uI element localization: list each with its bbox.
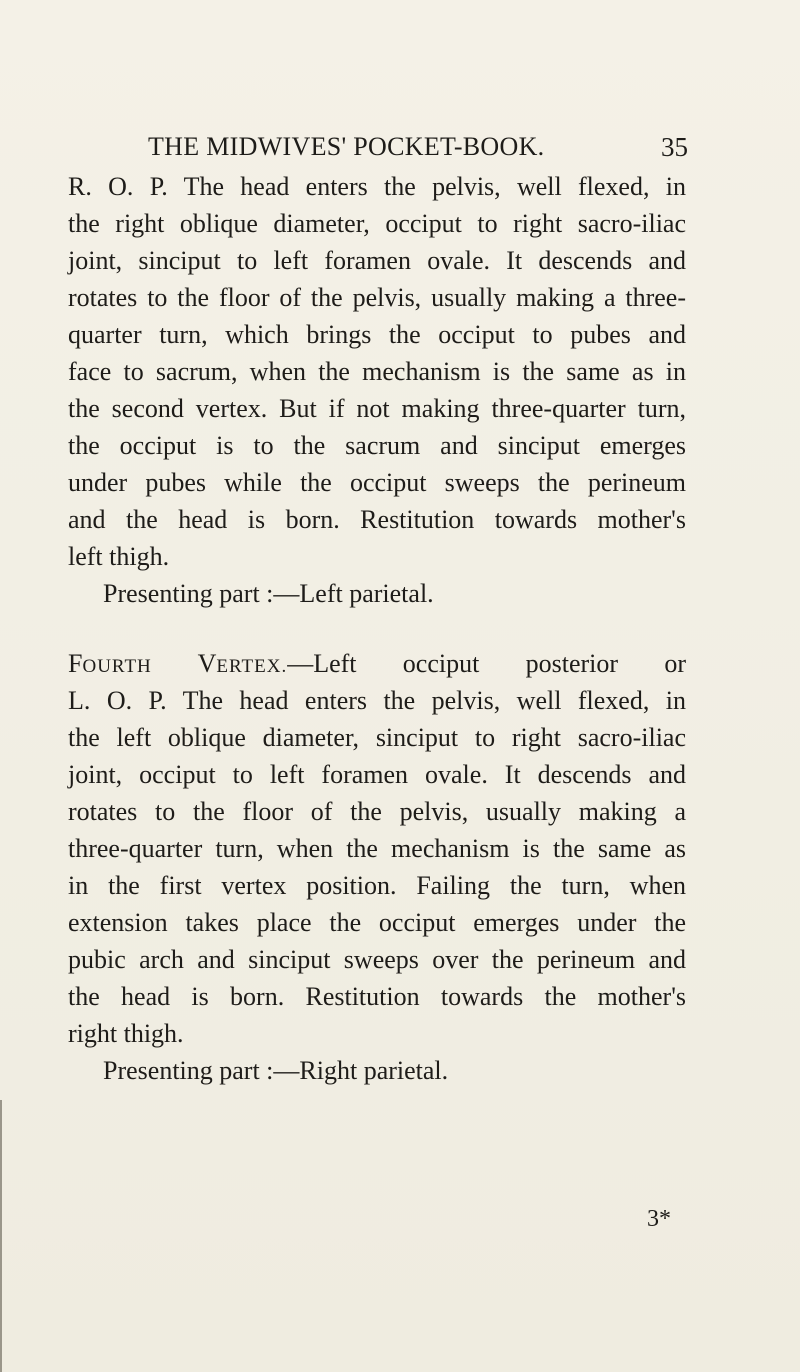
text-line: three-quarter turn, when the mechanism is the same as	[68, 834, 686, 863]
text-line: R. O. P. The head enters the pelvis, well flexed, in	[68, 172, 686, 201]
signature-mark: 3*	[647, 1206, 671, 1232]
text-line: joint, sinciput to left foramen ovale. It descends and	[68, 246, 686, 275]
text-line: extension takes place the occiput emerges under the	[68, 908, 686, 937]
text-line: rotates to the floor of the pelvis, usually making a three-	[68, 283, 686, 312]
paragraph-rop	[68, 168, 686, 612]
page-body	[68, 168, 686, 1089]
text-line: under pubes while the occiput sweeps the perineum	[68, 468, 686, 497]
paragraph-fourth-vertex	[68, 645, 686, 1089]
text-line: joint, occiput to left foramen ovale. It descends and	[68, 760, 686, 789]
text-line: pubic arch and sinciput sweeps over the perineum and	[68, 945, 686, 974]
section-heading-line	[68, 645, 686, 682]
text-line: the occiput is to the sacrum and sinciput emerges	[68, 431, 686, 460]
text-line: and the head is born. Restitution towards mother's	[68, 505, 686, 534]
text-line: left thigh.	[68, 542, 170, 571]
presenting-part-right: Presenting part :—Right parietal.	[103, 1056, 449, 1085]
text-line: rotates to the floor of the pelvis, usually making a	[68, 797, 686, 826]
text-line: the right oblique diameter, occiput to right sacro-iliac	[68, 209, 686, 238]
page-number: 35	[661, 132, 688, 162]
text-line: right thigh.	[68, 1019, 184, 1048]
text-line: the second vertex. But if not making three-quarter turn,	[68, 394, 686, 423]
section-heading: FOURTH VERTEX.	[68, 649, 288, 678]
text-line: face to sacrum, when the mechanism is the same as in	[68, 357, 686, 386]
text-line: —Left occiput posterior or	[287, 649, 686, 678]
text-line: the head is born. Restitution towards the mother's	[68, 982, 686, 1011]
text-line: in the first vertex position. Failing the turn, when	[68, 871, 686, 900]
text-line: quarter turn, which brings the occiput to pubes and	[68, 320, 686, 349]
running-head: THE MIDWIVES' POCKET-BOOK.	[148, 132, 545, 161]
text-line: L. O. P. The head enters the pelvis, well flexed, in	[68, 686, 686, 715]
presenting-part-left: Presenting part :—Left parietal.	[103, 579, 434, 608]
page-edge-shadow	[0, 1100, 2, 1372]
paragraph-gap	[68, 612, 686, 645]
page-header	[148, 132, 688, 168]
text-line: the left oblique diameter, sinciput to right sacro-iliac	[68, 723, 686, 752]
